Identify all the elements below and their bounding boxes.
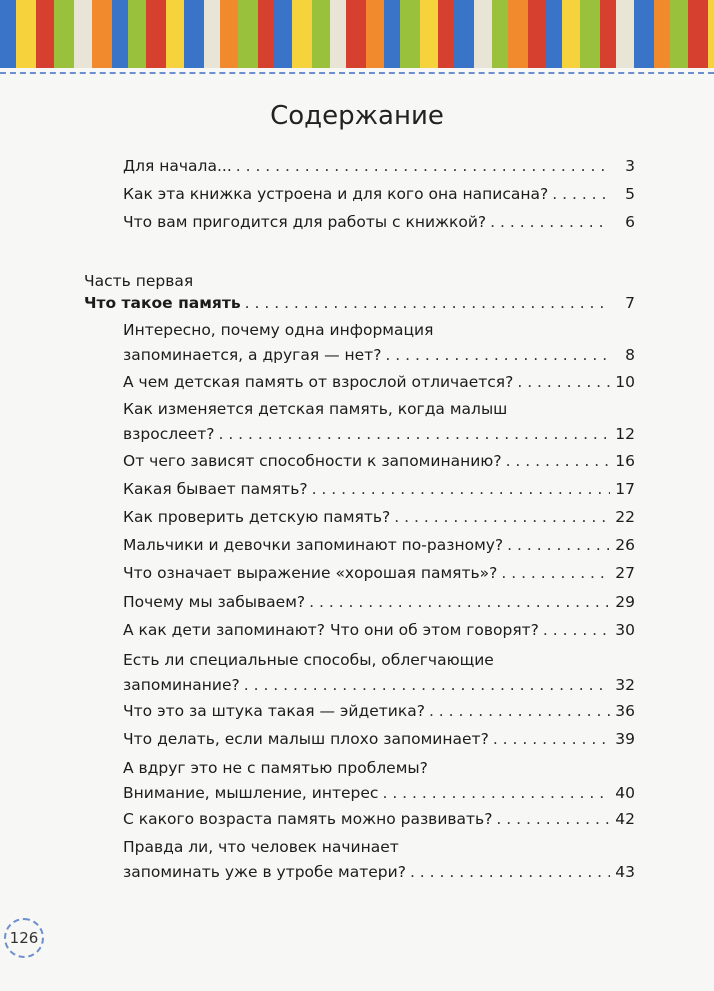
dot-leader [244, 673, 610, 698]
toc-page-number: 3 [625, 157, 635, 175]
dot-leader [496, 807, 610, 832]
page-title: Содержание [270, 101, 444, 131]
toc-entry[interactable] [123, 756, 635, 806]
toc-page-number: 26 [615, 536, 635, 554]
toc-entry[interactable] [123, 397, 635, 447]
toc-entry-title: Внимание, мышление, интерес [123, 784, 379, 802]
toc-entry[interactable] [123, 648, 635, 698]
toc-page-number: 10 [615, 373, 635, 391]
part-label: Часть первая [84, 272, 194, 290]
dot-leader [490, 210, 610, 235]
dot-leader [410, 860, 610, 885]
toc-page-number: 40 [615, 784, 635, 802]
toc-entry-title: Что такое память [84, 294, 241, 312]
toc-entry[interactable] [123, 449, 635, 474]
toc-entry[interactable] [123, 210, 635, 235]
toc-entry-title: Мальчики и девочки запоминают по-разному? [123, 536, 504, 554]
toc-entry-title: Для начала... [123, 157, 232, 175]
toc-entry-title: запоминать уже в утробе матери? [123, 863, 406, 881]
toc-entry[interactable] [123, 154, 635, 179]
toc-entry-title: Почему мы забываем? [123, 593, 306, 611]
toc-page-number: 16 [615, 452, 635, 470]
toc-entry-line: Есть ли специальные способы, облегчающие [123, 651, 494, 669]
dot-leader [382, 781, 610, 806]
toc-entry[interactable] [123, 618, 635, 643]
toc-entry-title: Как проверить детскую память? [123, 508, 391, 526]
dot-leader [552, 182, 610, 207]
dot-leader [312, 477, 610, 502]
dot-leader [507, 533, 610, 558]
toc-entry-title: А чем детская память от взрослой отличается? [123, 373, 514, 391]
toc-page-number: 8 [625, 346, 635, 364]
toc-entry[interactable] [123, 835, 635, 885]
toc-entry[interactable] [123, 477, 635, 502]
toc-page-number: 39 [615, 730, 635, 748]
toc-entry[interactable] [123, 505, 635, 530]
toc-page-number: 36 [615, 702, 635, 720]
toc-entry-title: взрослеет? [123, 425, 215, 443]
toc-entry-title: От чего зависят способности к запоминанию? [123, 452, 502, 470]
dot-leader [506, 449, 610, 474]
toc-entry-title: запоминается, а другая — нет? [123, 346, 382, 364]
toc-entry-line: Интересно, почему одна информация [123, 321, 434, 339]
toc-page-number: 6 [625, 213, 635, 231]
toc-entry-title: А как дети запоминают? Что они об этом говорят? [123, 621, 539, 639]
dot-leader [429, 699, 610, 724]
toc-entry[interactable] [123, 699, 635, 724]
toc-page-number: 29 [615, 593, 635, 611]
toc-page-number: 30 [615, 621, 635, 639]
toc-entry[interactable] [123, 318, 635, 368]
toc-entry[interactable] [123, 370, 635, 395]
dot-leader [493, 727, 610, 752]
toc-page-number: 22 [615, 508, 635, 526]
toc-entry-line: Как изменяется детская память, когда малыш [123, 400, 508, 418]
toc-entry[interactable] [123, 182, 635, 207]
toc-page-number: 27 [615, 564, 635, 582]
dot-leader [309, 590, 610, 615]
dot-leader [385, 343, 610, 368]
toc-entry-title: Какая бывает память? [123, 480, 308, 498]
toc-entry[interactable] [123, 727, 635, 752]
toc-entry-title: С какого возраста память можно развивать? [123, 810, 493, 828]
toc-entry[interactable] [123, 590, 635, 615]
toc-entry[interactable] [123, 807, 635, 832]
page-number-badge: 126 [4, 918, 44, 958]
toc-entry-title: Как эта книжка устроена и для кого она написана? [123, 185, 549, 203]
toc-page-number: 42 [615, 810, 635, 828]
toc-page-number: 17 [615, 480, 635, 498]
toc-entry[interactable] [84, 291, 635, 316]
toc-entry-title: запоминание? [123, 676, 240, 694]
toc-page-number: 12 [615, 425, 635, 443]
toc-entry[interactable] [123, 561, 635, 586]
toc-page-number: 5 [625, 185, 635, 203]
toc-entry-line: А вдруг это не с памятью проблемы? [123, 759, 428, 777]
toc-entry-title: Что означает выражение «хорошая память»? [123, 564, 498, 582]
toc-page-number: 43 [615, 863, 635, 881]
dot-leader [543, 618, 610, 643]
toc-entry-title: Что делать, если малыш плохо запоминает? [123, 730, 489, 748]
toc-entry-title: Что вам пригодится для работы с книжкой? [123, 213, 487, 231]
dot-leader [517, 370, 610, 395]
toc-entry-title: Что это за штука такая — эйдетика? [123, 702, 425, 720]
dot-leader [394, 505, 610, 530]
dot-leader [245, 291, 610, 316]
dot-leader [501, 561, 610, 586]
dot-leader [218, 422, 610, 447]
toc-page-number: 7 [625, 294, 635, 312]
toc-entry[interactable] [123, 533, 635, 558]
dot-leader [236, 154, 610, 179]
toc-entry-line: Правда ли, что человек начинает [123, 838, 399, 856]
toc-page-number: 32 [615, 676, 635, 694]
